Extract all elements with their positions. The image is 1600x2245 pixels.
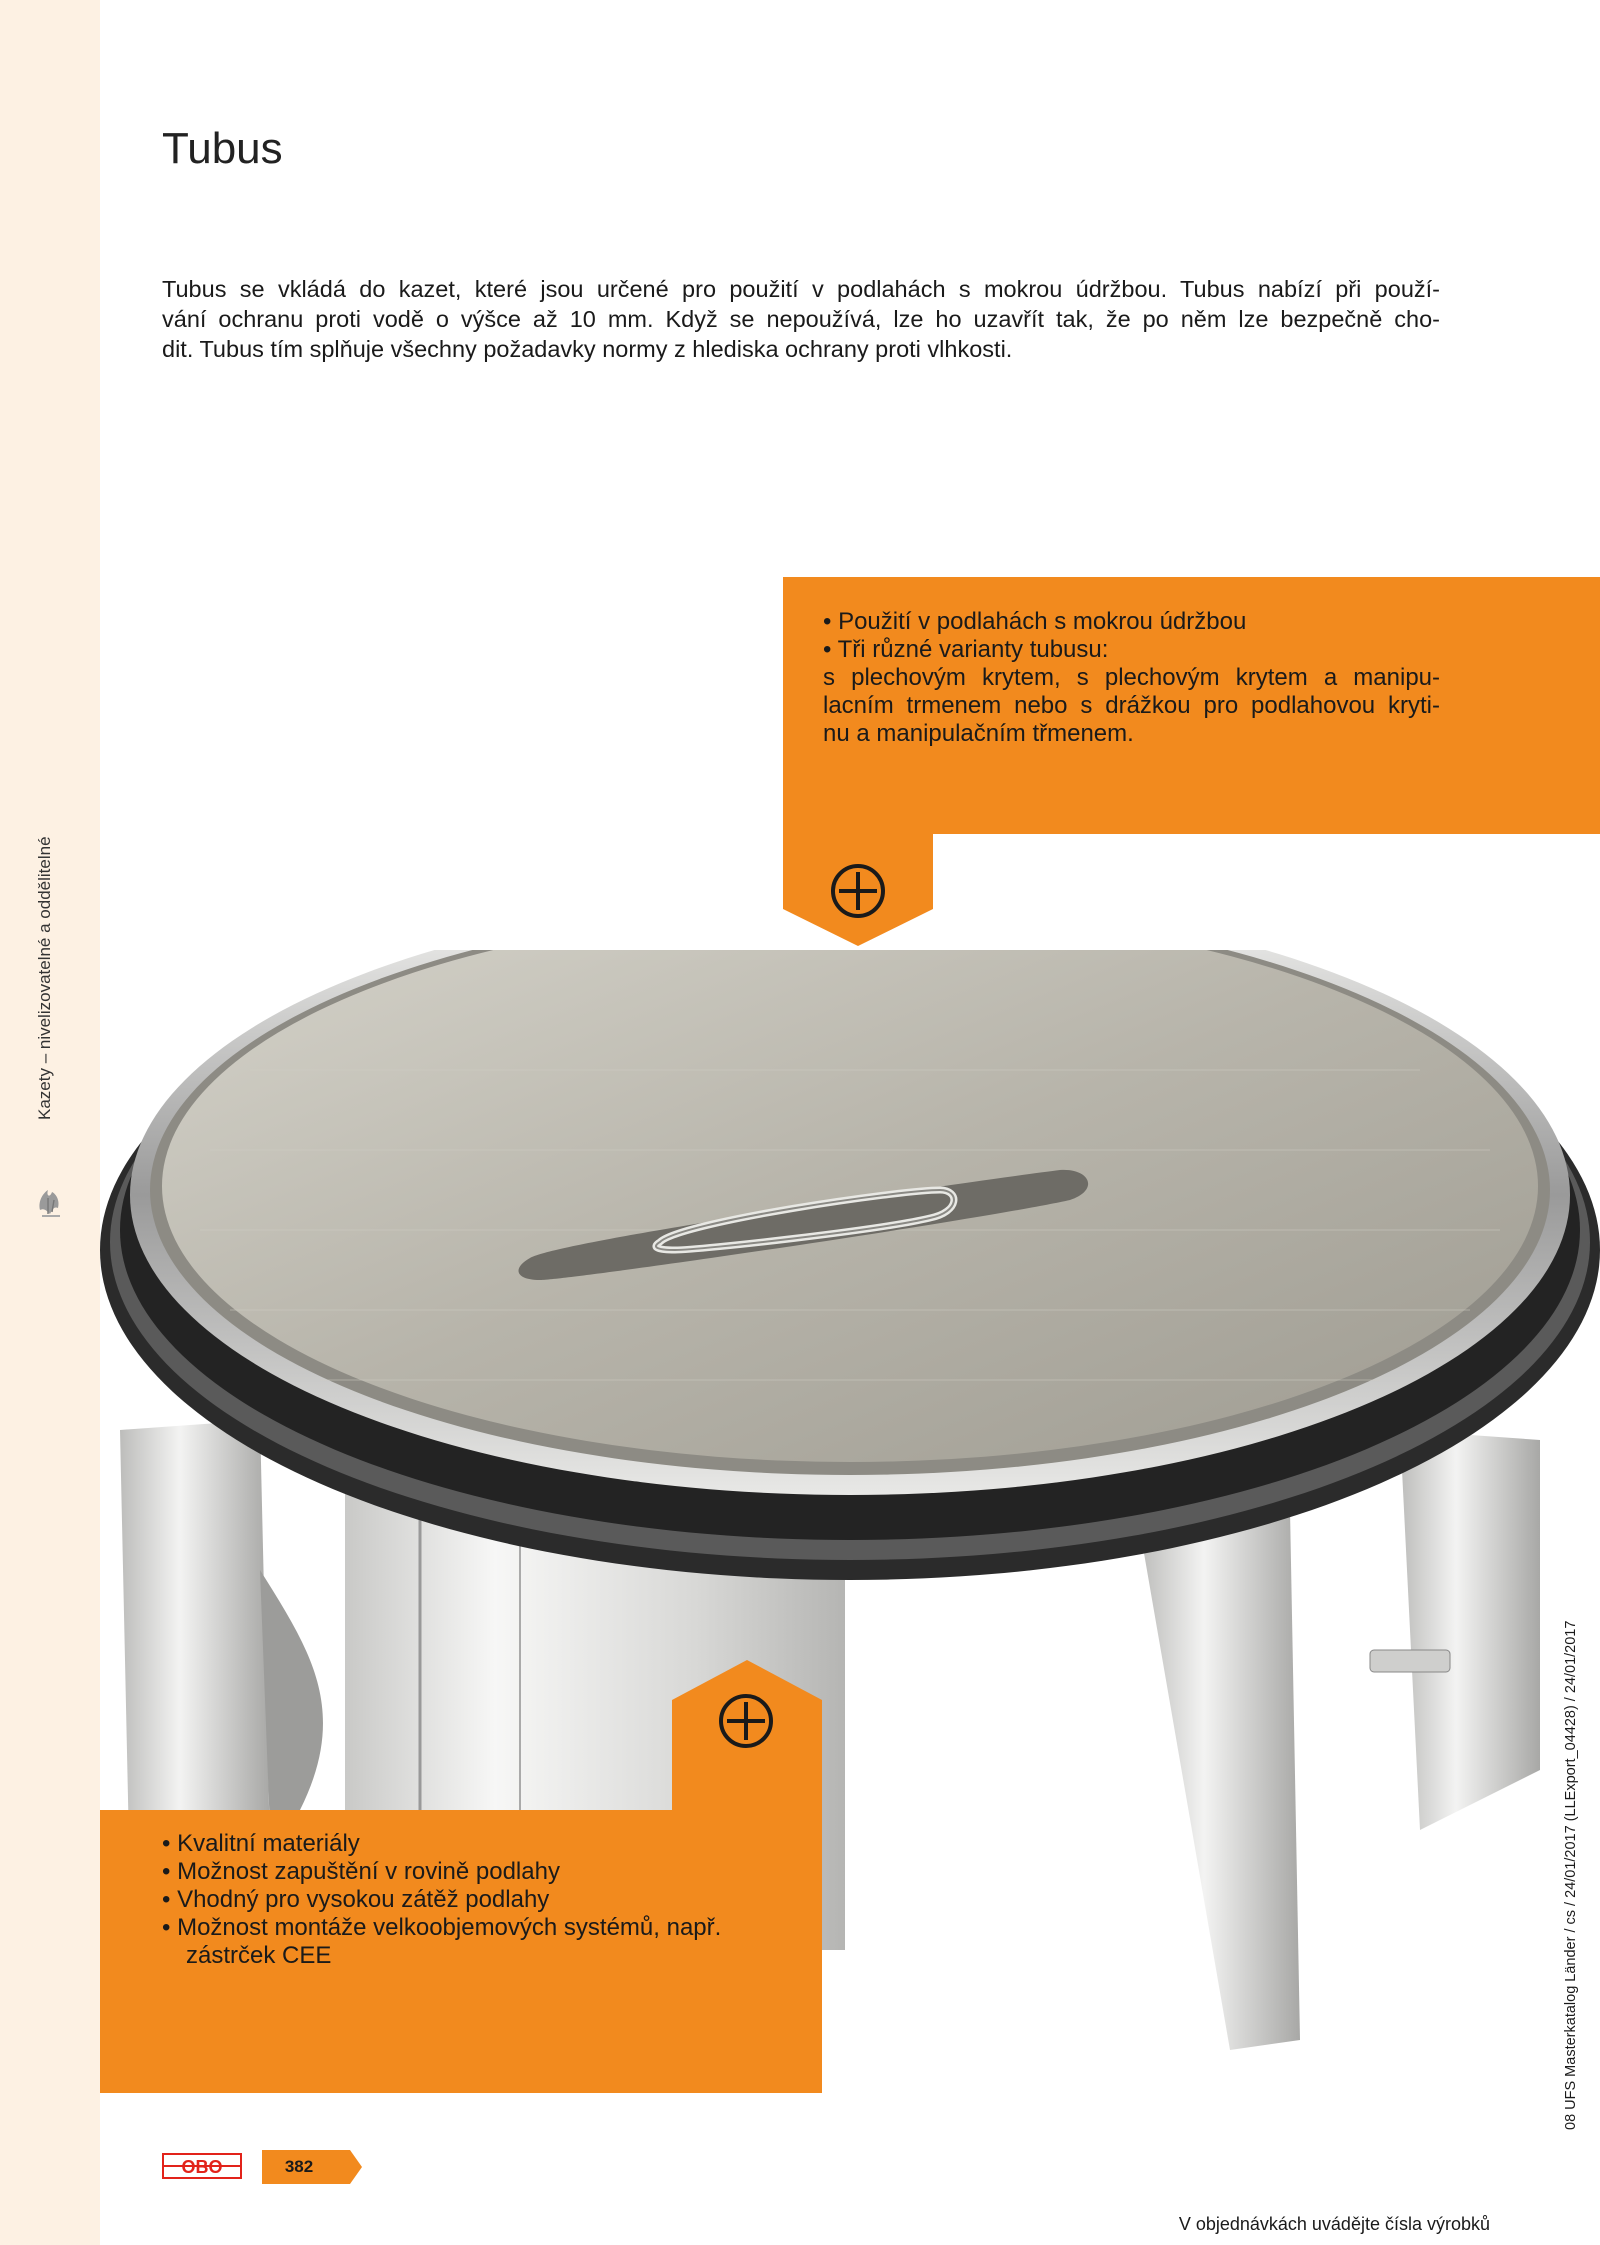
side-chapter-label: Kazety – nivelizovatelné a oddělitelné <box>35 836 54 1120</box>
intro-paragraph <box>162 274 1440 364</box>
intro-line: dit. Tubus tím splňuje všechny požadavky normy z hlediska ochrany proti vlhkosti. <box>162 336 1013 362</box>
bullet-item: • Tři různé varianty tubusu: <box>823 636 1109 663</box>
side-strip <box>0 0 100 2245</box>
bullet-detail: s plechovým krytem, s plechovým krytem a manipu- <box>823 664 1440 691</box>
bullet-item: • Kvalitní materiály <box>162 1830 360 1857</box>
catalog-meta: 08 UFS Masterkatalog Länder / cs / 24/01/2017 (LLExport_04428) / 24/01/2017 <box>1563 1620 1579 2130</box>
page-number: 382 <box>284 2157 314 2176</box>
page-title: Tubus <box>162 124 283 173</box>
bullet-item: • Vhodný pro vysokou zátěž podlahy <box>162 1886 550 1913</box>
bullet-detail: lacním trmenem nebo s drážkou pro podlahovou kryti- <box>823 692 1440 719</box>
bullet-item: • Použití v podlahách s mokrou údržbou <box>823 608 1247 635</box>
plus-circle-icon <box>717 1692 775 1750</box>
obo-logo <box>162 2152 242 2180</box>
advantages-top-text <box>823 608 1440 748</box>
intro-line: Tubus se vkládá do kazet, které jsou určené pro použití v podlahách s mokrou údržbou. Tubus nabízí při použí- <box>162 276 1440 302</box>
plus-circle-icon <box>829 862 887 920</box>
bullet-item-continued: zástrček CEE <box>186 1942 332 1969</box>
advantages-bottom-text <box>162 1830 802 1970</box>
bullet-item: • Možnost montáže velkoobjemových systémů, např. <box>162 1914 722 1941</box>
tree-icon <box>34 1180 66 1220</box>
footer-note: V objednávkách uvádějte čísla výrobků <box>1178 2214 1490 2234</box>
bullet-item: • Možnost zapuštění v rovině podlahy <box>162 1858 560 1885</box>
intro-line: vání ochranu proti vodě o výšce až 10 mm. Když se nepoužívá, lze ho uzavřít tak, že po něm lze bezpečně cho- <box>162 306 1440 332</box>
logo-text: OBO <box>181 2157 223 2177</box>
bullet-detail: nu a manipulačním třmenem. <box>823 720 1134 747</box>
